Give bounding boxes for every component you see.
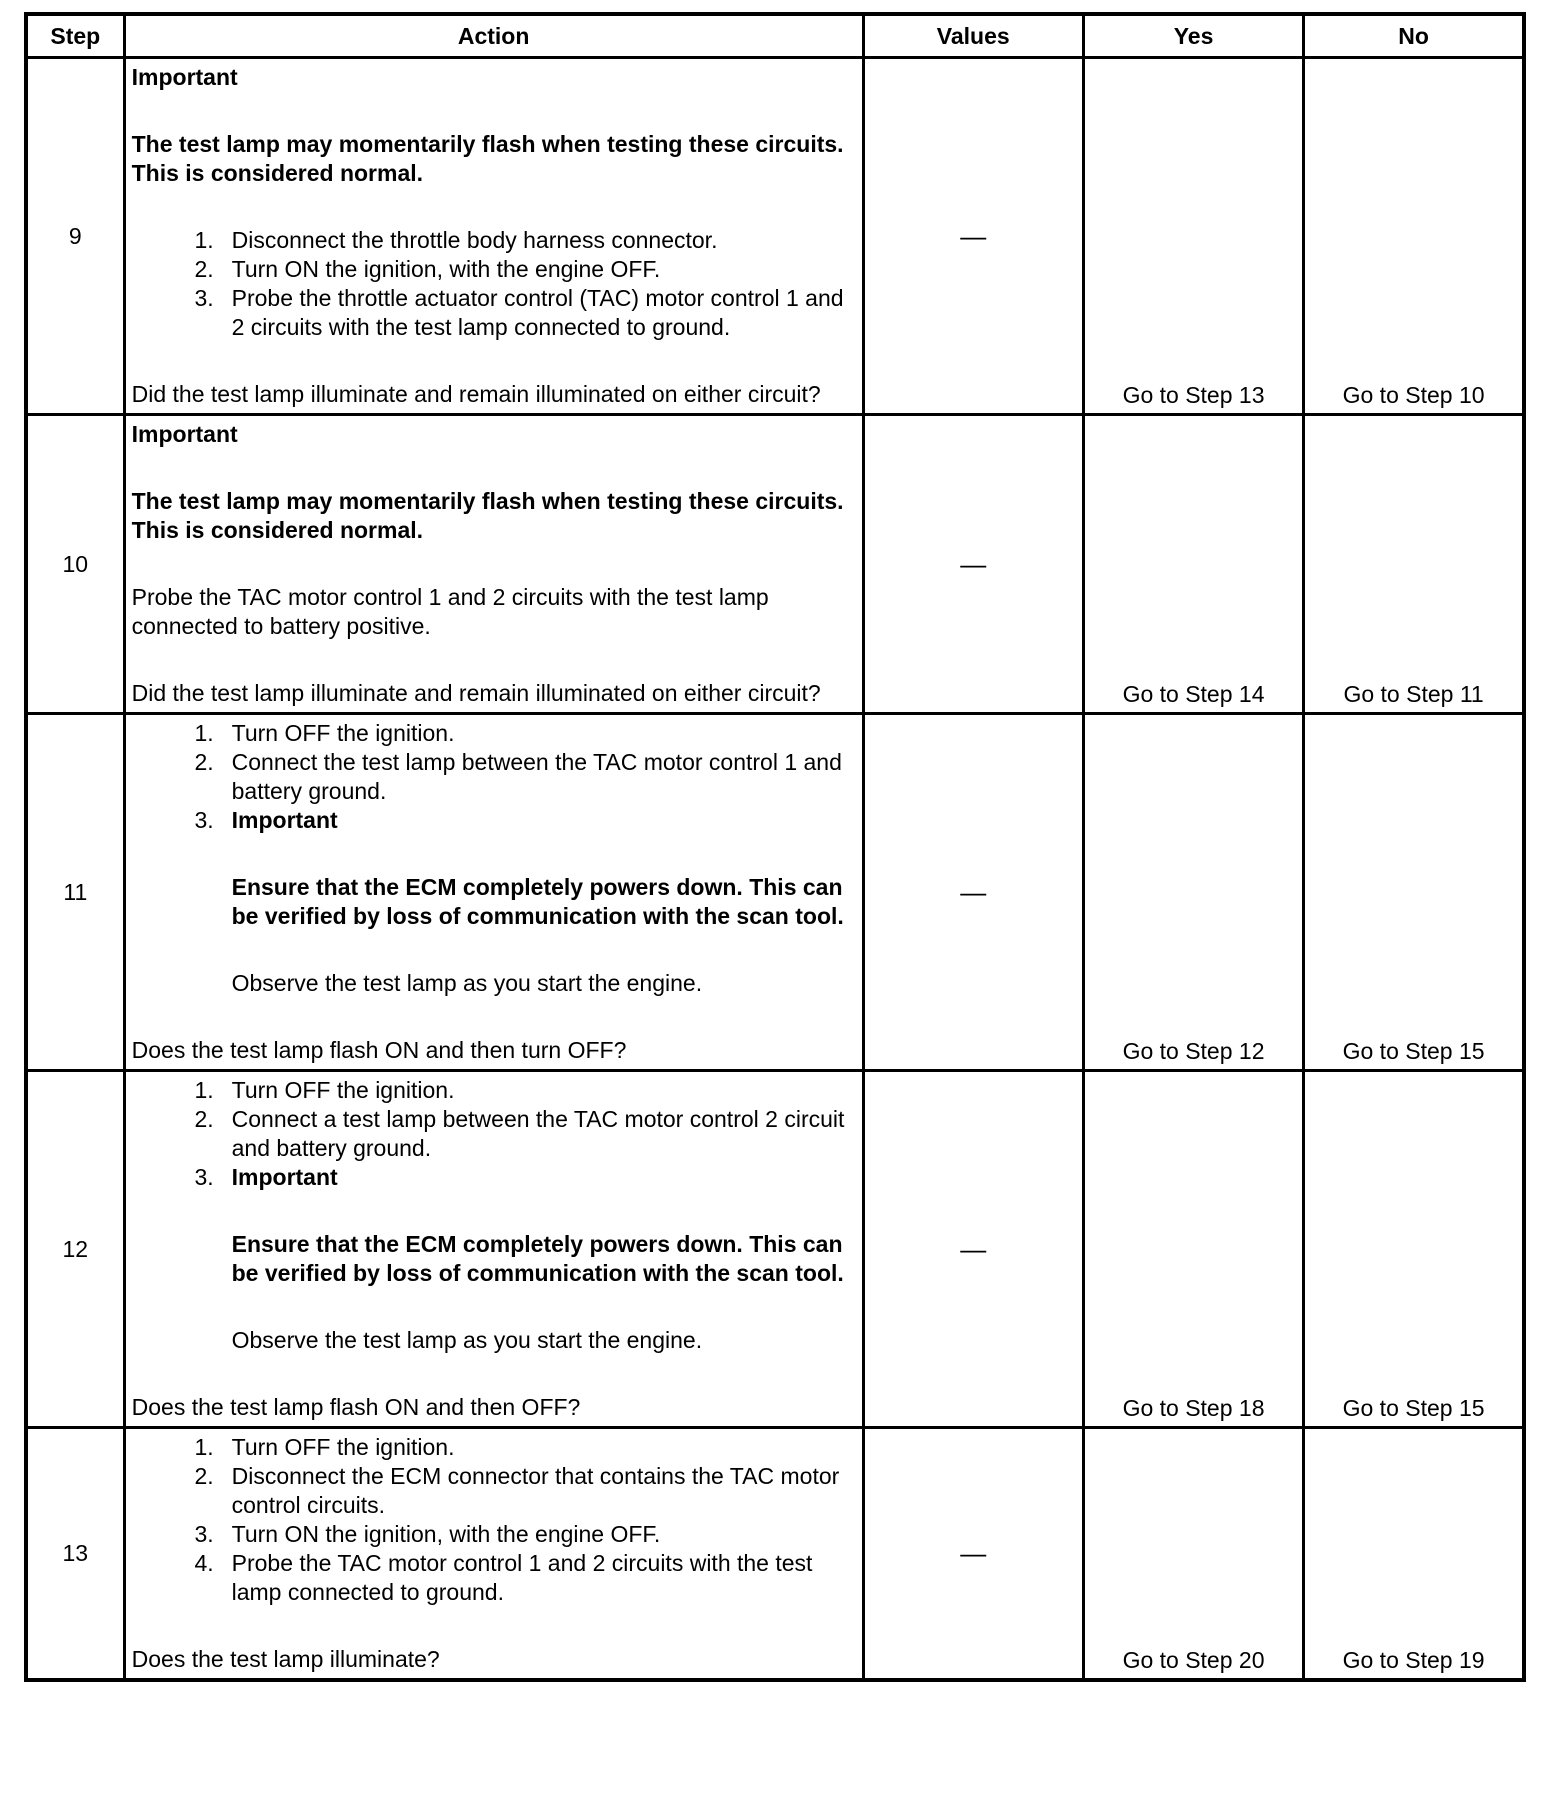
yes-cell: Go to Step 14 bbox=[1083, 415, 1303, 714]
step-list bbox=[132, 1433, 852, 1607]
header-row bbox=[26, 14, 1524, 58]
list-item: 2. Disconnect the ECM connector that contains the TAC motor control circuits. bbox=[194, 1463, 840, 1518]
important-text: Ensure that the ECM completely powers down. This can be verified by loss of communication with the scan tool. bbox=[231, 1231, 844, 1286]
diagnostic-table bbox=[24, 12, 1526, 1682]
table-row bbox=[26, 415, 1524, 714]
important-text: The test lamp may momentarily flash when testing these circuits. This is considered normal. bbox=[131, 131, 844, 186]
list-item: 3. Turn ON the ignition, with the engine OFF. bbox=[194, 1521, 661, 1547]
table-row bbox=[26, 1428, 1524, 1681]
important-text: The test lamp may momentarily flash when testing these circuits. This is considered normal. bbox=[131, 488, 844, 543]
values-cell: — bbox=[863, 415, 1083, 714]
list-item: 3. Important Ensure that the ECM completely powers down. This can be verified by loss of communication with the scan tool. Observe the test lamp as you start the engine. bbox=[132, 806, 852, 998]
list-item: 3. Important Ensure that the ECM completely powers down. This can be verified by loss of communication with the scan tool. Observe the test lamp as you start the engine. bbox=[132, 1163, 852, 1355]
action-cell bbox=[124, 415, 863, 714]
step-number: 12 bbox=[26, 1071, 124, 1428]
important-text: Ensure that the ECM completely powers down. This can be verified by loss of communication with the scan tool. bbox=[231, 874, 844, 929]
question-text: Does the test lamp illuminate? bbox=[131, 1646, 440, 1672]
step-list bbox=[132, 719, 852, 998]
list-item: 2. Connect the test lamp between the TAC motor control 1 and battery ground. bbox=[194, 749, 842, 804]
table-row bbox=[26, 58, 1524, 415]
list-item: 1. Turn OFF the ignition. bbox=[194, 1434, 455, 1460]
action-cell bbox=[124, 1428, 863, 1681]
list-item: 1. Disconnect the throttle body harness connector. bbox=[194, 227, 718, 253]
important-title: Important bbox=[131, 421, 238, 447]
header-no: No bbox=[1304, 14, 1524, 58]
values-cell: — bbox=[863, 714, 1083, 1071]
question-text: Did the test lamp illuminate and remain illuminated on either circuit? bbox=[131, 680, 821, 706]
list-item: 2. Connect a test lamp between the TAC motor control 2 circuit and battery ground. bbox=[194, 1106, 845, 1161]
action-paragraph: Observe the test lamp as you start the engine. bbox=[231, 970, 703, 996]
header-step: Step bbox=[26, 14, 124, 58]
header-values: Values bbox=[863, 14, 1083, 58]
values-cell: — bbox=[863, 58, 1083, 415]
list-item: 1. Turn OFF the ignition. bbox=[194, 1077, 455, 1103]
step-number: 11 bbox=[26, 714, 124, 1071]
question-text: Does the test lamp flash ON and then OFF? bbox=[131, 1394, 581, 1420]
header-yes: Yes bbox=[1083, 14, 1303, 58]
yes-cell: Go to Step 20 bbox=[1083, 1428, 1303, 1681]
action-cell bbox=[124, 714, 863, 1071]
action-cell bbox=[124, 58, 863, 415]
action-cell bbox=[124, 1071, 863, 1428]
step-number: 10 bbox=[26, 415, 124, 714]
important-title: Important bbox=[131, 64, 238, 90]
no-cell: Go to Step 10 bbox=[1304, 58, 1524, 415]
values-cell: — bbox=[863, 1428, 1083, 1681]
no-cell: Go to Step 11 bbox=[1304, 415, 1524, 714]
values-cell: — bbox=[863, 1071, 1083, 1428]
step-list bbox=[132, 226, 852, 342]
question-text: Did the test lamp illuminate and remain illuminated on either circuit? bbox=[131, 381, 821, 407]
no-cell: Go to Step 15 bbox=[1304, 1071, 1524, 1428]
action-paragraph: Probe the TAC motor control 1 and 2 circuits with the test lamp connected to battery positive. bbox=[131, 584, 769, 639]
list-item: 3. Probe the throttle actuator control (TAC) motor control 1 and 2 circuits with the test lamp connected to ground. bbox=[194, 285, 844, 340]
action-paragraph: Observe the test lamp as you start the engine. bbox=[231, 1327, 703, 1353]
question-text: Does the test lamp flash ON and then turn OFF? bbox=[131, 1037, 627, 1063]
yes-cell: Go to Step 18 bbox=[1083, 1071, 1303, 1428]
table-row bbox=[26, 714, 1524, 1071]
list-item: 2. Turn ON the ignition, with the engine OFF. bbox=[194, 256, 661, 282]
step-number: 13 bbox=[26, 1428, 124, 1681]
yes-cell: Go to Step 12 bbox=[1083, 714, 1303, 1071]
header-action: Action bbox=[124, 14, 863, 58]
list-item: 4. Probe the TAC motor control 1 and 2 circuits with the test lamp connected to ground. bbox=[194, 1550, 813, 1605]
yes-cell: Go to Step 13 bbox=[1083, 58, 1303, 415]
no-cell: Go to Step 15 bbox=[1304, 714, 1524, 1071]
step-list bbox=[132, 1076, 852, 1355]
list-item: 1. Turn OFF the ignition. bbox=[194, 720, 455, 746]
step-number: 9 bbox=[26, 58, 124, 415]
table-row bbox=[26, 1071, 1524, 1428]
no-cell: Go to Step 19 bbox=[1304, 1428, 1524, 1681]
